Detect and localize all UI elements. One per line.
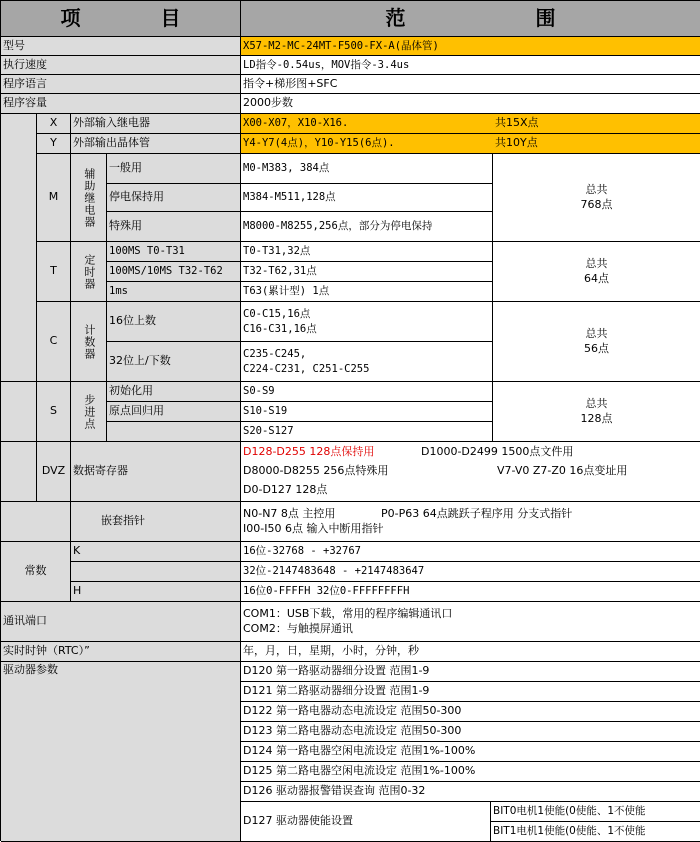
model-value: X57-M2-MC-24MT-F500-FX-A(晶体管) [241,37,700,56]
y-name: 外部输出晶体管 [71,134,241,154]
s-item-name [107,422,241,442]
t-total-label: 总共 [585,256,608,270]
m-item-name: 停电保持用 [107,184,241,212]
dvz-index-text: V7-V0 Z7-Z0 16点变址用 [497,464,628,478]
dvz-name: 数据寄存器 [71,442,241,502]
m-group-label: 辅助继电器 [82,167,96,228]
header-range-column [241,1,700,37]
nest-line: I00-I50 6点 输入中断用指针 [243,521,384,535]
speed-label: 执行速度 [1,56,241,75]
rtc-label: 实时时钟（RTC）” [1,642,241,662]
y-total: 共10Y点 [493,134,700,154]
const-code: K [71,542,241,562]
language-label: 程序语言 [1,75,241,94]
s-spacer [1,382,37,442]
s-total-count: 128点 [580,411,613,425]
const-range: 32位-2147483648 - +2147483647 [241,562,700,582]
c-range-line: C0-C15,16点 [243,308,311,321]
s-item-range: S20-S127 [241,422,493,442]
t-code: T [37,242,71,302]
t-item-range: T63(累计型) 1点 [241,282,493,302]
capacity-label: 程序容量 [1,94,241,114]
driver-item: D120 第一路驱动器细分设置 范围1-9 [241,662,700,682]
driver-item: D126 驱动器报警错误查询 范围0-32 [241,782,700,802]
nest-line [243,507,700,522]
m-total-count: 768点 [580,197,613,211]
m-item-range: M8000-M8255,256点，部分为停电保持 [241,212,493,242]
s-item-name: 原点回归用 [107,402,241,422]
x-code: X [37,114,71,134]
language-value: 指令+梯形图+SFC [241,75,700,94]
comm-range [241,602,700,642]
driver-enable-name: D127 驱动器使能设置 [241,802,491,842]
const-code: H [71,582,241,602]
s-item-name: 初始化用 [107,382,241,402]
dvz-code: DVZ [37,442,71,502]
y-code: Y [37,134,71,154]
dvz-line [243,443,698,462]
model-label: 型号 [1,37,241,56]
driver-enable-bit0: BIT0电机1使能(0使能、1不使能 [491,802,700,822]
comm-line: COM2：与触摸屏通讯 [243,621,353,635]
header-range-label: 范 围 [385,6,586,30]
header-item-column [1,1,241,37]
dvz-range [241,442,700,502]
m-item-name: 特殊用 [107,212,241,242]
nest-range [241,502,700,542]
t-total [493,242,700,302]
m-group [71,154,107,242]
m-item-name: 一般用 [107,154,241,184]
speed-value: LD指令-0.54us，MOV指令-3.4us [241,56,700,75]
dvz-spacer [1,442,37,502]
c-item-range [241,302,493,342]
driver-enable-bit1: BIT1电机1使能(0使能、1不使能 [491,822,700,842]
m-total [493,154,700,242]
comm-line: COM1：USB下载，常用的程序编辑通讯口 [243,606,453,620]
dvz-line: D0-D127 128点 [243,483,328,497]
driver-item: D123 第二路电器动态电流设定 范围50-300 [241,722,700,742]
c-total-count: 56点 [584,341,609,355]
c-range-line: C224-C231, C251-C255 [243,362,370,375]
t-total-count: 64点 [584,271,609,285]
m-code: M [37,154,71,242]
t-item-range: T32-T62,31点 [241,262,493,282]
dvz-file-text: D1000-D2499 1500点文件用 [421,445,574,459]
c-group [71,302,107,382]
io-group-spacer [1,114,37,382]
dvz-special-text: D8000-D8255 256点特殊用 [243,464,389,478]
y-range: Y4-Y7(4点)，Y10-Y15(6点). [241,134,493,154]
x-range: X00-X07，X10-X16. [241,114,493,134]
dvz-line [243,462,698,481]
s-total [493,382,700,442]
driver-label: 驱动器参数 [3,663,58,676]
c-total-label: 总共 [585,326,608,340]
comm-label: 通讯端口 [1,602,241,642]
nest-spacer [1,502,71,542]
t-item-range: T0-T31,32点 [241,242,493,262]
t-item-name: 1ms [107,282,241,302]
t-group [71,242,107,302]
s-group [71,382,107,442]
rtc-value: 年，月，日，星期，小时，分钟，秒 [241,642,700,662]
nest-pointer-text: P0-P63 64点跳跃子程序用 分支式指针 [381,506,573,520]
nest-name: 嵌套指针 [71,502,241,542]
c-item-range [241,342,493,382]
driver-label-cell [1,662,241,842]
const-code [71,562,241,582]
c-item-name: 32位上/下数 [107,342,241,382]
c-range-line: C16-C31,16点 [243,322,317,335]
const-range: 16位0-FFFFH 32位0-FFFFFFFFH [241,582,700,602]
c-item-name: 16位上数 [107,302,241,342]
nest-master-text: N0-N7 8点 主控用 [243,506,336,520]
capacity-value: 2000步数 [241,94,700,114]
s-total-label: 总共 [585,396,608,410]
c-range-line: C235-C245, [243,348,307,361]
c-group-label: 计数器 [82,323,96,360]
s-item-range: S10-S19 [241,402,493,422]
m-item-range: M384-M511,128点 [241,184,493,212]
driver-item: D125 第二路电器空闲电流设定 范围1%-100% [241,762,700,782]
c-total [493,302,700,382]
header-item-label: 项 目 [60,6,211,30]
driver-item: D121 第二路驱动器细分设置 范围1-9 [241,682,700,702]
driver-item: D122 第一路电器动态电流设定 范围50-300 [241,702,700,722]
dvz-retained-text: D128-D255 128点保持用 [243,445,375,459]
driver-item: D124 第一路电器空闲电流设定 范围1%-100% [241,742,700,762]
t-item-name: 100MS T0-T31 [107,242,241,262]
c-code: C [37,302,71,382]
t-item-name: 100MS/10MS T32-T62 [107,262,241,282]
x-total: 共15X点 [493,114,700,134]
s-item-range: S0-S9 [241,382,493,402]
const-name: 常数 [1,542,71,602]
s-code: S [37,382,71,442]
t-group-label: 定时器 [82,253,96,290]
const-range: 16位-32768 - +32767 [241,542,700,562]
s-group-label: 步进点 [82,393,96,430]
m-item-range: M0-M383, 384点 [241,154,493,184]
m-total-label: 总共 [585,182,608,196]
x-name: 外部输入继电器 [71,114,241,134]
